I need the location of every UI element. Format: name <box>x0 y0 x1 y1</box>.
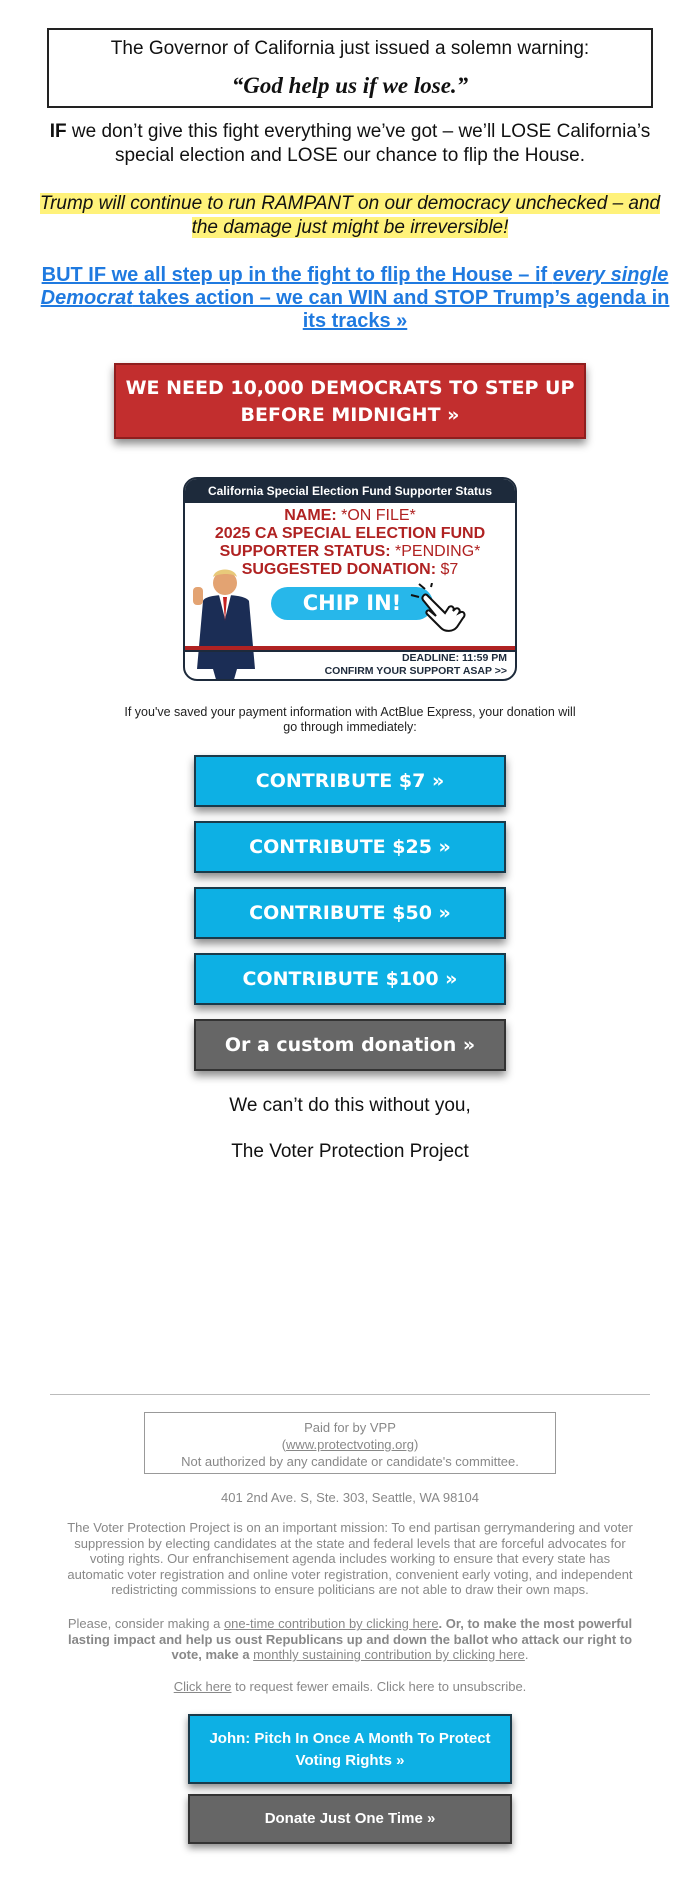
fewer-emails-link[interactable]: Click here <box>173 1679 232 1694</box>
status-row: SUPPORTER STATUS: *PENDING* <box>219 543 481 560</box>
signature: The Voter Protection Project <box>231 1141 469 1162</box>
card-deadline <box>325 652 507 678</box>
paragraph-call-to-action[interactable] <box>30 264 680 333</box>
supporter-status-card[interactable] <box>183 477 517 681</box>
actblue-express-note: If you've saved your payment information with ActBlue Express, your donation will go through immediately: <box>124 705 576 734</box>
name-row: NAME: *ON FILE* <box>284 507 416 524</box>
fund-row: 2025 CA SPECIAL ELECTION FUND <box>214 525 486 542</box>
footer-mission: The Voter Protection Project is on an important mission: To end partisan gerrymandering and voter suppression by electing candidates at the state and federal levels that are forceful advocates for voting rights. Our enfranchisement agenda includes working to ensure that every state has automatic voter registration and online voter registration, convenient early voting, and independent redistricting commissions to ensure politicians are not able to draw their own maps. <box>67 1520 633 1597</box>
disclaimer-text: Not authorized by any candidate or candidate's committee. <box>181 1454 519 1469</box>
monthly-contribution-link[interactable]: monthly sustaining contribution by clicking here <box>253 1647 525 1662</box>
politician-photo-icon <box>189 561 269 681</box>
contribute-25-button[interactable]: CONTRIBUTE $25 » <box>194 821 506 873</box>
donation-row: SUGGESTED DONATION: $7 <box>241 561 459 578</box>
contribute-7-button[interactable]: CONTRIBUTE $7 » <box>194 755 506 807</box>
warning-box <box>47 28 653 108</box>
footer-address: 401 2nd Ave. S, Ste. 303, Seattle, WA 98104 <box>220 1490 480 1505</box>
footer-pitch: Please, consider making a one-time contribution by clicking here. Or, to make the most powerful lasting impact and help us oust Republicans up and down the ballot who attack our right to vote, make a monthly sustaining contribution by clicking here. <box>67 1616 633 1662</box>
pointing-hand-icon <box>405 583 469 633</box>
step-up-line2: BEFORE MIDNIGHT » <box>240 404 460 426</box>
chip-in-button[interactable]: CHIP IN! <box>271 587 433 620</box>
signoff-line: We can’t do this without you, <box>229 1095 471 1116</box>
call-to-action-link[interactable]: BUT IF we all step up in the fight to flip the House – if every single Democrat takes action – we can WIN and STOP Trump’s agenda in its tracks » <box>40 264 670 332</box>
warning-text: The Governor of California just issued a solemn warning: <box>110 38 590 59</box>
governor-quote: “God help us if we lose.” <box>231 73 469 98</box>
footer-divider <box>50 1394 650 1395</box>
if-lead: IF <box>49 121 67 142</box>
paragraph-trump-warning <box>30 192 670 240</box>
highlighted-text: Trump will continue to run RAMPANT on our democracy unchecked – and the damage just might be irreversible! <box>39 193 661 238</box>
contribute-50-button[interactable]: CONTRIBUTE $50 » <box>194 887 506 939</box>
monthly-donation-button[interactable] <box>188 1714 512 1784</box>
paid-for-box <box>144 1412 556 1474</box>
step-up-button[interactable] <box>114 363 586 439</box>
paragraph-lose-warning <box>30 120 670 168</box>
monthly-button-line1: John: Pitch In Once A Month To Protect <box>209 1730 491 1747</box>
custom-donation-button[interactable]: Or a custom donation » <box>194 1019 506 1071</box>
footer-unsubscribe: Click here to request fewer emails. Click here to unsubscribe. <box>173 1679 527 1694</box>
paid-for-text: Paid for by VPP <box>304 1420 396 1435</box>
paragraph-1-text: we don’t give this fight everything we’ve got – we’ll LOSE California’s special election and LOSE our chance to flip the House. <box>66 121 651 166</box>
website-line: (www.protectvoting.org) <box>281 1437 419 1452</box>
contribute-100-button[interactable]: CONTRIBUTE $100 » <box>194 953 506 1005</box>
one-time-donation-button[interactable]: Donate Just One Time » <box>188 1794 512 1844</box>
confirm-text: CONFIRM YOUR SUPPORT ASAP >> <box>324 665 507 677</box>
website-link[interactable]: www.protectvoting.org <box>286 1437 414 1452</box>
contribution-buttons <box>194 755 506 1071</box>
one-time-contribution-link[interactable]: one-time contribution by clicking here <box>223 1616 439 1631</box>
card-header: California Special Election Fund Supporter Status <box>185 479 515 503</box>
monthly-button-line2: Voting Rights » <box>295 1752 405 1769</box>
step-up-line1: WE NEED 10,000 DEMOCRATS TO STEP UP <box>125 377 575 399</box>
deadline-text: DEADLINE: 11:59 PM <box>401 652 507 664</box>
